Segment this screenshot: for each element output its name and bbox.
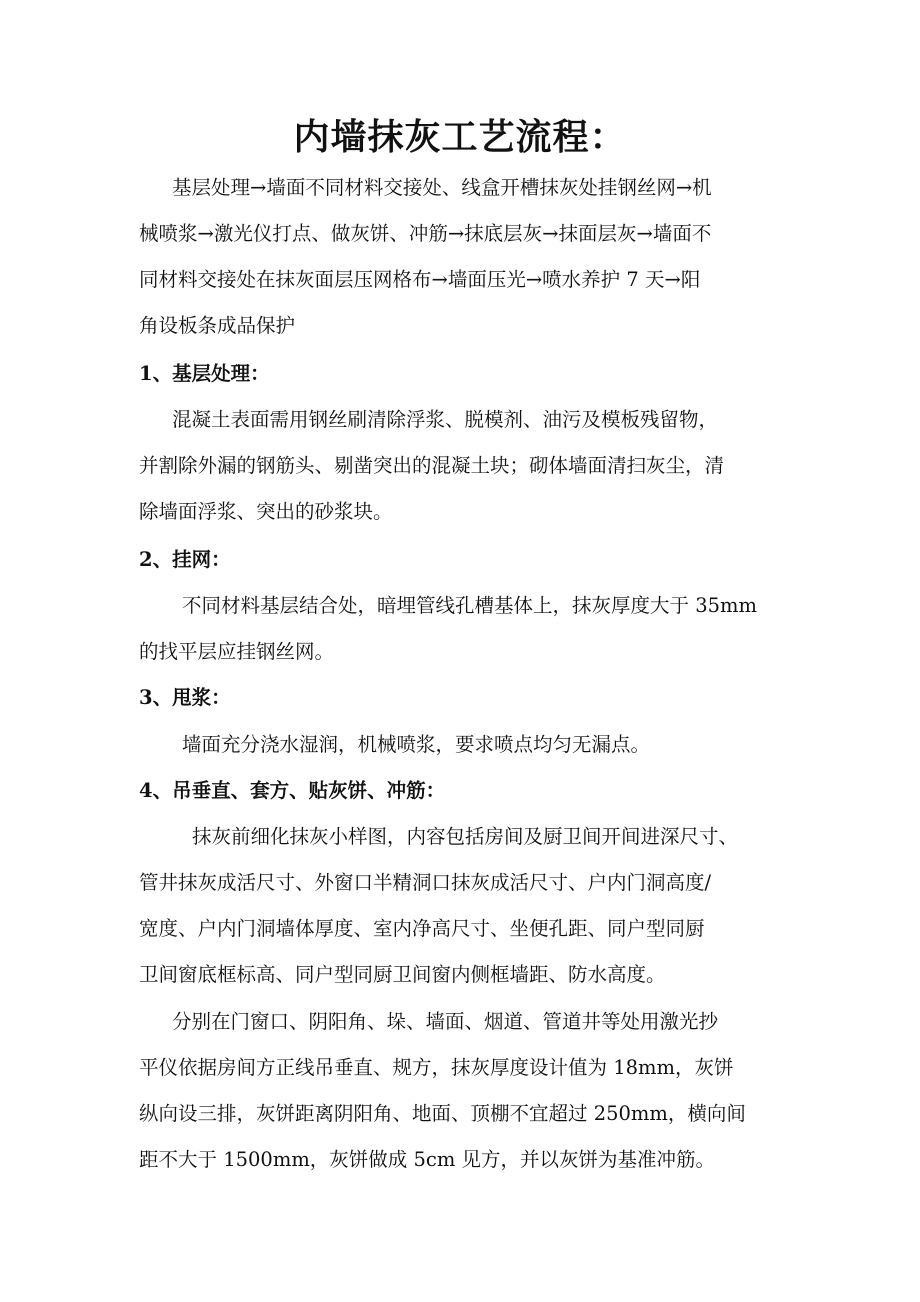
section-4-para-1-line: 管井抹灰成活尺寸、外窗口半精洞口抹灰成活尺寸、户内门洞高度/ <box>139 871 712 894</box>
section-2-line: 的找平层应挂钢丝网。 <box>139 640 335 663</box>
section-4-para-2-line: 距不大于 1500mm，灰饼做成 5cm 见方，并以灰饼为基准冲筋。 <box>139 1148 716 1171</box>
intro-line: 同材料交接处在抹灰面层压网格布→墙面压光→喷水养护 7 天→阳 <box>139 268 701 291</box>
section-4-para-1-line: 宽度、户内门洞墙体厚度、室内净高尺寸、坐便孔距、同户型同厨 <box>139 917 705 940</box>
intro-line: 械喷浆→激光仪打点、做灰饼、冲筋→抹底层灰→抹面层灰→墙面不 <box>139 222 712 245</box>
section-1-line: 混凝土表面需用钢丝刷清除浮浆、脱模剂、油污及模板残留物， <box>172 408 719 431</box>
document-title: 内墙抹灰工艺流程： <box>293 116 627 158</box>
section-2-line: 不同材料基层结合处，暗埋管线孔槽基体上，抹灰厚度大于 35mm <box>182 594 757 617</box>
intro-line: 角设板条成品保护 <box>139 314 296 337</box>
intro-line: 基层处理→墙面不同材料交接处、线盒开槽抹灰处挂钢丝网→机 <box>172 176 712 199</box>
section-4-para-1-line: 卫间窗底框标高、同户型同厨卫间窗内侧框墙距、防水高度。 <box>139 963 666 986</box>
section-4-para-2-line: 纵向设三排，灰饼距离阴阳角、地面、顶棚不宜超过 250mm，横向间 <box>139 1102 746 1125</box>
section-4-para-2-line: 平仪依据房间方正线吊垂直、规方，抹灰厚度设计值为 18mm，灰饼 <box>139 1056 734 1079</box>
section-heading-3: 3、甩浆： <box>139 686 231 709</box>
section-1-line: 并割除外漏的钢筋头、剔凿突出的混凝土块；砌体墙面清扫灰尘，清 <box>139 454 725 477</box>
section-1-line: 除墙面浮浆、突出的砂浆块。 <box>139 500 393 523</box>
section-3-line: 墙面充分浇水湿润，机械喷浆，要求喷点均匀无漏点。 <box>182 733 651 756</box>
section-heading-4: 4、吊垂直、套方、贴灰饼、冲筋： <box>139 779 446 802</box>
section-4-para-2-line: 分别在门窗口、阴阳角、垛、墙面、烟道、管道井等处用激光抄 <box>172 1010 719 1033</box>
section-heading-2: 2、挂网： <box>139 548 231 571</box>
section-4-para-1-line: 抹灰前细化抹灰小样图，内容包括房间及厨卫间开间进深尺寸、 <box>192 825 739 848</box>
section-heading-1: 1、基层处理： <box>139 362 270 385</box>
